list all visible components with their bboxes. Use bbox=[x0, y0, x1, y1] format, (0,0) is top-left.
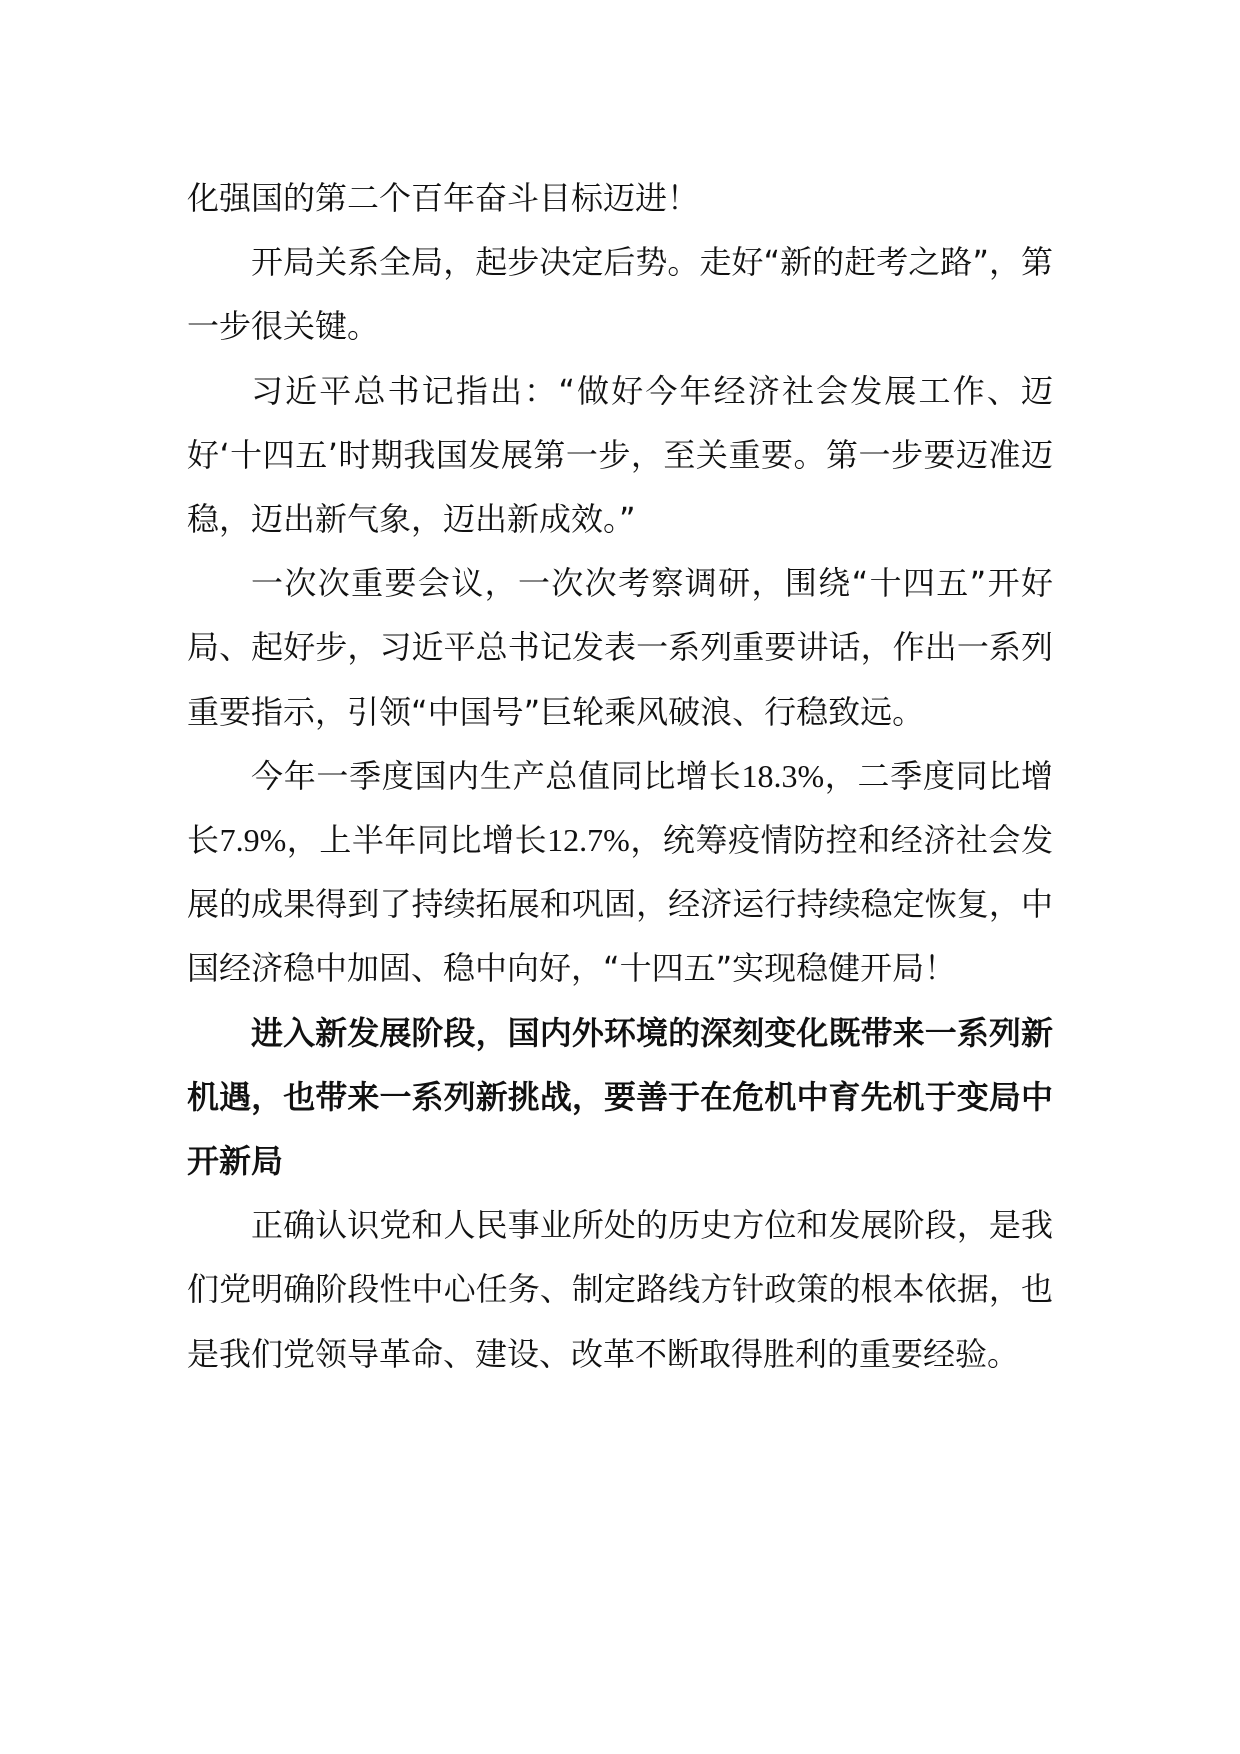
gdp-text-3: ，上半年同比增长 bbox=[286, 821, 548, 860]
paragraph-continuation: 化强国的第二个百年奋斗目标迈进！ bbox=[187, 179, 700, 217]
paragraph-opening-start: 开局关系全局，起步决定后势。走好“新的赶考之路”，第一步很关键。 bbox=[187, 243, 1053, 346]
document-body bbox=[187, 166, 1053, 1386]
paragraph-quote: 习近平总书记指出：“做好今年经济社会发展工作、迈好‘十四五’时期我国发展第一步，至关重要。第一步要迈准迈稳，迈出新气象，迈出新成效。” bbox=[187, 371, 1053, 539]
gdp-q2-value: 7.9% bbox=[219, 822, 287, 859]
gdp-text-4: ，统筹疫情防控和经济社会发展的成果得到了持续拓展和巩固，经济运行持续稳定恢复，中国经济稳中加固、稳中向好，“十四五”实现稳健开局！ bbox=[187, 821, 1053, 988]
gdp-text-1: 今年一季度国内生产总值同比增长 bbox=[251, 756, 742, 795]
gdp-text-2: ，二季度同比增长 bbox=[187, 756, 1053, 860]
paragraph-gdp-growth bbox=[187, 744, 1053, 1001]
paragraph-meetings: 一次次重要会议，一次次考察调研，围绕“十四五”开好局、起好步，习近平总书记发表一系列重要讲话，作出一系列重要指示，引领“中国号”巨轮乘风破浪、行稳致远。 bbox=[187, 564, 1053, 731]
section-heading: 进入新发展阶段，国内外环境的深刻变化既带来一系列新机遇，也带来一系列新挑战，要善于在危机中育先机于变局中开新局 bbox=[187, 1013, 1053, 1181]
gdp-q1-value: 18.3% bbox=[741, 757, 825, 794]
gdp-h1-value: 12.7% bbox=[547, 822, 630, 859]
paragraph-historical-position: 正确认识党和人民事业所处的历史方位和发展阶段，是我们党明确阶段性中心任务、制定路线方针政策的根本依据，也是我们党领导革命、建设、改革不断取得胜利的重要经验。 bbox=[187, 1206, 1053, 1373]
